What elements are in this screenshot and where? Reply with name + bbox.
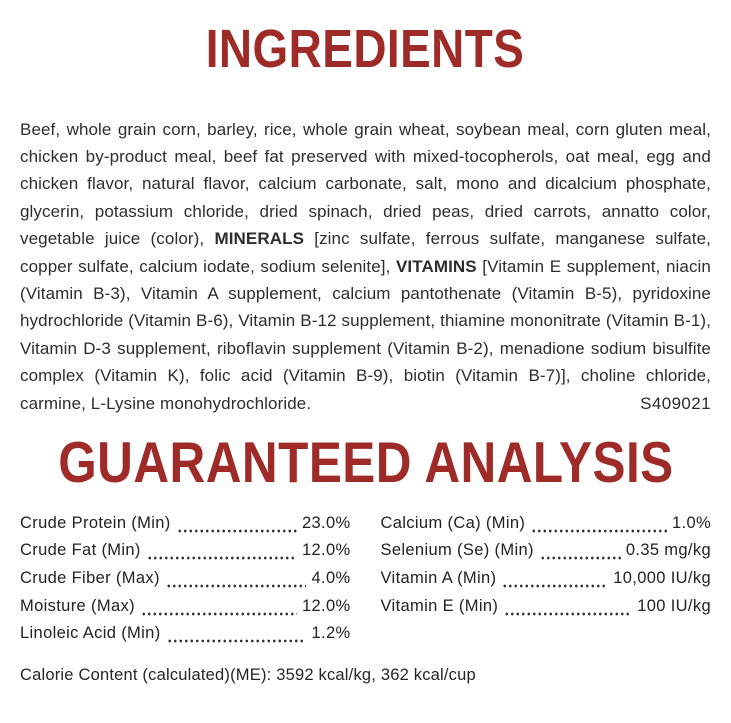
analysis-left-column: [20, 510, 351, 648]
guaranteed-analysis-title: [0, 429, 731, 495]
dot-leader: [540, 537, 621, 565]
analysis-row: [381, 537, 712, 565]
minerals-label: MINERALS: [214, 229, 305, 249]
guaranteed-analysis-table: [0, 510, 731, 648]
dot-leader: [167, 620, 307, 648]
dot-leader: [177, 510, 297, 538]
analysis-row: [20, 620, 351, 648]
ingredients-text: [20, 116, 711, 417]
analysis-row: [20, 593, 351, 621]
guaranteed-analysis-title-text: GUARANTEED ANALYSIS: [57, 429, 674, 495]
analysis-row: [20, 565, 351, 593]
calorie-content-line: Calorie Content (calculated)(ME): 3592 kcal/kg, 362 kcal/cup: [20, 665, 476, 684]
dot-leader: [147, 537, 297, 565]
analysis-value: 12.0%: [301, 596, 351, 615]
analysis-row: [20, 510, 351, 538]
product-code: S409021: [632, 390, 711, 417]
analysis-row: [381, 593, 712, 621]
analysis-row: [20, 537, 351, 565]
analysis-label: Vitamin E (Min): [380, 596, 499, 615]
analysis-value: 100 IU/kg: [637, 596, 711, 615]
analysis-label: Moisture (Max): [20, 596, 135, 615]
analysis-value: 1.2%: [311, 624, 351, 643]
analysis-value: 1.0%: [671, 513, 711, 532]
ingredient-part: [zinc sulfate, ferrous sulfate, manganese sulfate, copper sulfate, calcium iodate, sodium selenite],: [20, 229, 711, 276]
vitamins-label: VITAMINS: [395, 256, 477, 276]
ingredient-part: [Vitamin E supplement, niacin (Vitamin B-3), Vitamin A supplement, calcium pantothenate (Vitamin B-5), pyridoxine hydrochloride (Vitamin B-6), Vitamin B-12 supplement, thiamine mononitrate (Vitamin B-1), Vitamin D-3 supplement, riboflavin supplement (Vitamin B-2), menadione sodium bisulfite complex (Vitamin K), folic acid (Vitamin B-9), biotin (Vitamin B-7)], choline chloride, carmine, L-Lysine monohydrochloride.: [20, 256, 711, 413]
ingredient-part: Beef, whole grain corn, barley, rice, whole grain wheat, soybean meal, corn gluten meal, chicken by-product meal, beef fat preserved with mixed-tocopherols, oat meal, egg and chicken flavor, natural flavor, calcium carbonate, salt, mono and dicalcium phosphate, glycerin, potassium chloride, dried spinach, dried peas, dried carrots, annatto color, vegetable juice (color),: [20, 119, 711, 249]
ingredients-title: [0, 18, 731, 79]
analysis-label: Crude Protein (Min): [20, 513, 171, 532]
dot-leader: [504, 593, 632, 621]
analysis-label: Calcium (Ca) (Min): [380, 513, 526, 532]
analysis-value: 0.35 mg/kg: [625, 541, 711, 560]
dot-leader: [502, 565, 608, 593]
analysis-label: Linoleic Acid (Min): [20, 624, 161, 643]
dot-leader: [166, 565, 307, 593]
analysis-right-column: [381, 510, 712, 648]
analysis-value: 10,000 IU/kg: [613, 568, 711, 587]
dot-leader: [531, 510, 667, 538]
analysis-value: 12.0%: [301, 541, 351, 560]
analysis-value: 23.0%: [301, 513, 351, 532]
analysis-label: Vitamin A (Min): [380, 568, 497, 587]
analysis-label: Selenium (Se) (Min): [380, 541, 534, 560]
analysis-row: [381, 565, 712, 593]
ingredients-section: [0, 116, 731, 417]
analysis-label: Crude Fat (Min): [20, 541, 141, 560]
analysis-label: Crude Fiber (Max): [20, 568, 160, 587]
ingredients-title-text: INGREDIENTS: [206, 18, 525, 79]
analysis-row: [381, 510, 712, 538]
analysis-value: 4.0%: [311, 568, 351, 587]
dot-leader: [141, 593, 297, 621]
